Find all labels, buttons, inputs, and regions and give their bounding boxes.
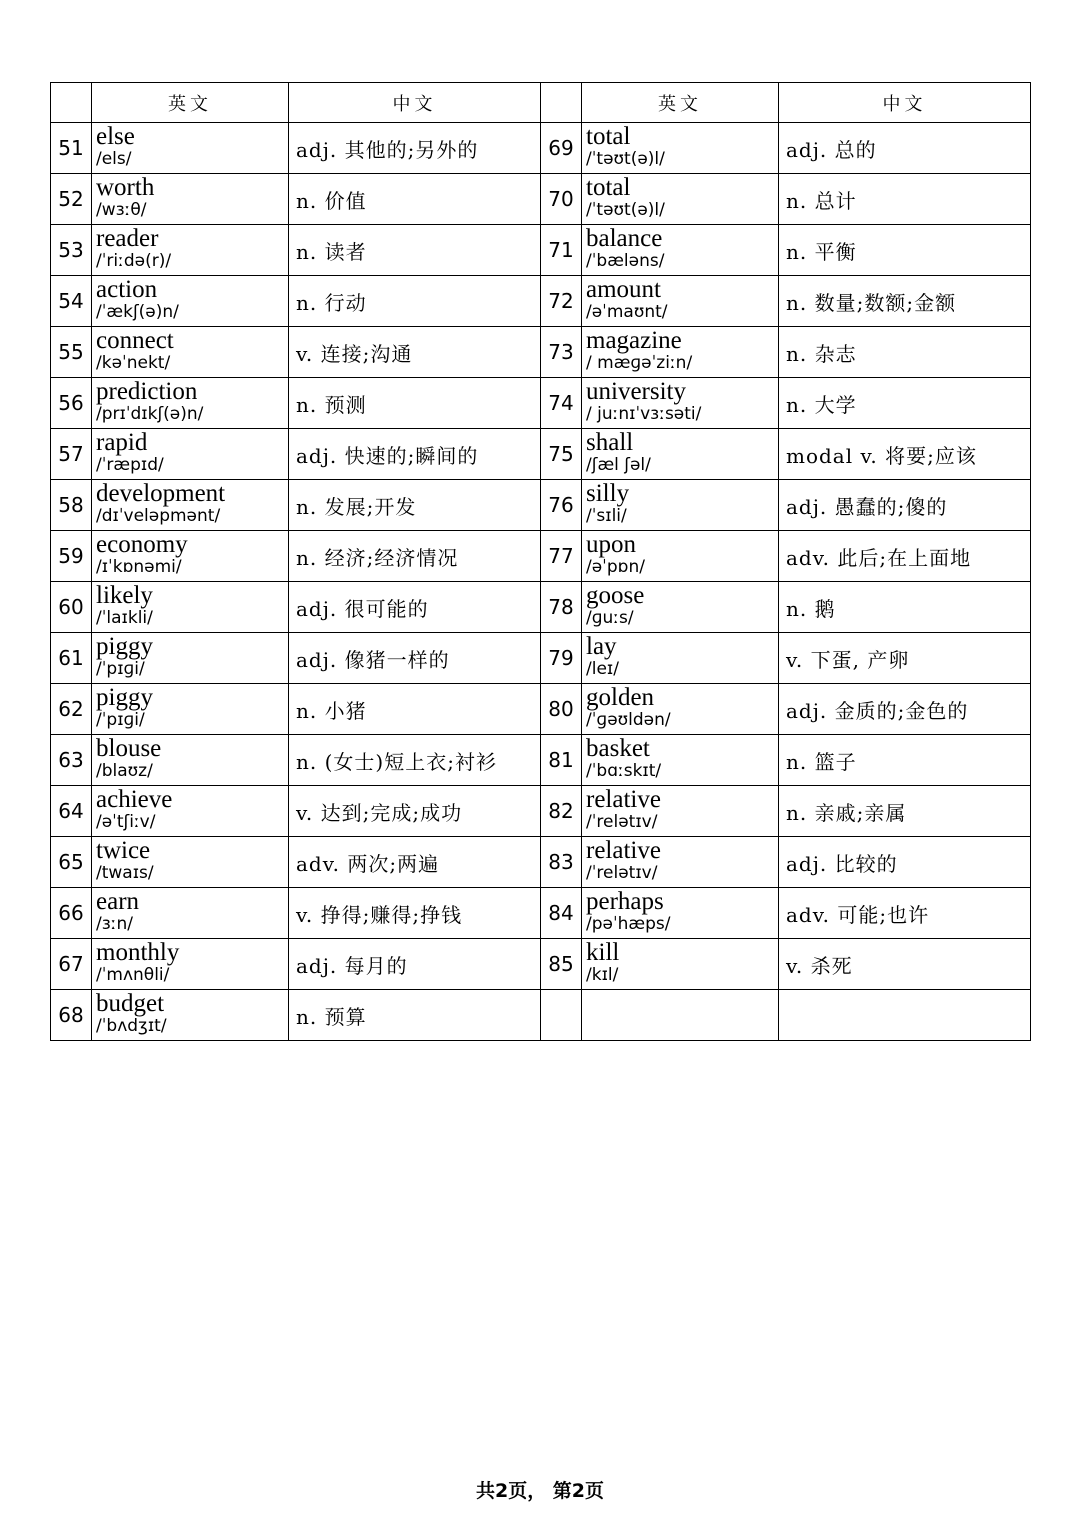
english-word: reader <box>96 225 159 252</box>
english-cell-right <box>582 225 779 276</box>
page-footer: 共2页， 第2页 <box>475 1480 605 1502</box>
english-word: likely <box>96 582 153 609</box>
chinese-meaning-right: adj. 金质的;金色的 <box>779 684 1031 735</box>
table-row <box>51 429 1031 480</box>
phonetic-transcription: /ʃæl ʃəl/ <box>586 455 651 475</box>
english-cell-right <box>582 531 779 582</box>
english-cell-left <box>92 378 289 429</box>
english-word: development <box>96 480 226 507</box>
english-word: university <box>586 378 686 405</box>
phonetic-transcription: /dɪˈveləpmənt/ <box>96 506 221 526</box>
chinese-meaning-right: v. 杀死 <box>779 939 1031 990</box>
entry-number-left: 67 <box>51 939 92 990</box>
table-row <box>51 633 1031 684</box>
table-row <box>51 684 1031 735</box>
entry-number-left: 57 <box>51 429 92 480</box>
chinese-meaning-right: n. 总计 <box>779 174 1031 225</box>
english-cell-left <box>92 123 289 174</box>
phonetic-transcription: /ˈpɪɡi/ <box>96 659 145 679</box>
phonetic-transcription: /wɜːθ/ <box>96 200 147 220</box>
chinese-meaning-left: v. 挣得;赚得;挣钱 <box>289 888 541 939</box>
english-cell-right <box>582 123 779 174</box>
entry-number-right <box>541 990 582 1041</box>
entry-number-right: 79 <box>541 633 582 684</box>
english-word: relative <box>586 837 661 864</box>
entry-number-left: 68 <box>51 990 92 1041</box>
english-word: action <box>96 276 158 303</box>
table-header <box>51 83 1031 123</box>
english-cell-left <box>92 633 289 684</box>
english-cell-left <box>92 684 289 735</box>
entry-number-right: 70 <box>541 174 582 225</box>
chinese-meaning-left: n. 发展;开发 <box>289 480 541 531</box>
table-body <box>51 123 1031 1041</box>
entry-number-right: 80 <box>541 684 582 735</box>
entry-number-left: 64 <box>51 786 92 837</box>
phonetic-transcription: /kəˈnekt/ <box>96 353 171 373</box>
entry-number-right: 72 <box>541 276 582 327</box>
english-cell-left <box>92 990 289 1041</box>
english-cell-right <box>582 786 779 837</box>
table-row <box>51 276 1031 327</box>
chinese-meaning-left: n. (女士)短上衣;衬衫 <box>289 735 541 786</box>
english-cell-right <box>582 582 779 633</box>
phonetic-transcription: /ˈpɪɡi/ <box>96 710 145 730</box>
phonetic-transcription: /ɡuːs/ <box>586 608 634 628</box>
table-row <box>51 837 1031 888</box>
table-row <box>51 888 1031 939</box>
english-cell-right <box>582 276 779 327</box>
phonetic-transcription: /ˈlaɪkli/ <box>96 608 153 628</box>
entry-number-right: 77 <box>541 531 582 582</box>
chinese-meaning-left: n. 价值 <box>289 174 541 225</box>
phonetic-transcription: /ˈbʌdʒɪt/ <box>96 1016 167 1036</box>
chinese-meaning-right: adj. 总的 <box>779 123 1031 174</box>
table-row <box>51 378 1031 429</box>
english-word: connect <box>96 327 174 354</box>
entry-number-right: 76 <box>541 480 582 531</box>
english-word: lay <box>586 633 617 660</box>
english-cell-left <box>92 429 289 480</box>
phonetic-transcription: /ˈækʃ(ə)n/ <box>96 302 179 322</box>
entry-number-left: 62 <box>51 684 92 735</box>
header-english-right: 英文 <box>582 83 779 123</box>
phonetic-transcription: /ˈsɪli/ <box>586 506 627 526</box>
phonetic-transcription: /ˈtəʊt(ə)l/ <box>586 200 665 220</box>
english-word: economy <box>96 531 188 558</box>
header-num-left <box>51 83 92 123</box>
english-cell-right <box>582 684 779 735</box>
english-cell-left <box>92 837 289 888</box>
phonetic-transcription: /ˈmʌnθli/ <box>96 965 170 985</box>
english-cell-left <box>92 531 289 582</box>
phonetic-transcription: / mæɡəˈziːn/ <box>586 353 693 373</box>
english-word: relative <box>586 786 661 813</box>
english-word: worth <box>96 174 155 201</box>
english-word: budget <box>96 990 165 1017</box>
header-num-right <box>541 83 582 123</box>
phonetic-transcription: /ɜːn/ <box>96 914 133 934</box>
english-word: kill <box>586 939 620 966</box>
english-word: shall <box>586 429 634 456</box>
chinese-meaning-left: n. 读者 <box>289 225 541 276</box>
chinese-meaning-right: adj. 比较的 <box>779 837 1031 888</box>
phonetic-transcription: /ˈrelətɪv/ <box>586 863 658 883</box>
header-chinese-left: 中文 <box>289 83 541 123</box>
phonetic-transcription: / juːnɪˈvɜːsəti/ <box>586 404 702 424</box>
english-cell-right <box>582 174 779 225</box>
english-word: total <box>586 174 631 201</box>
entry-number-right: 84 <box>541 888 582 939</box>
english-cell-right <box>582 939 779 990</box>
chinese-meaning-left: n. 经济;经济情况 <box>289 531 541 582</box>
entry-number-right: 69 <box>541 123 582 174</box>
chinese-meaning-left: adj. 其他的;另外的 <box>289 123 541 174</box>
chinese-meaning-right: n. 杂志 <box>779 327 1031 378</box>
phonetic-transcription: /ɪˈkɒnəmi/ <box>96 557 182 577</box>
entry-number-left: 53 <box>51 225 92 276</box>
english-word: perhaps <box>586 888 664 915</box>
chinese-meaning-left: adj. 每月的 <box>289 939 541 990</box>
english-cell-left <box>92 174 289 225</box>
phonetic-transcription: /əˈpɒn/ <box>586 557 645 577</box>
entry-number-right: 71 <box>541 225 582 276</box>
entry-number-left: 65 <box>51 837 92 888</box>
english-word: magazine <box>586 327 682 354</box>
table-row <box>51 735 1031 786</box>
english-word: upon <box>586 531 636 558</box>
entry-number-left: 54 <box>51 276 92 327</box>
table-row <box>51 327 1031 378</box>
entry-number-left: 61 <box>51 633 92 684</box>
chinese-meaning-right: n. 篮子 <box>779 735 1031 786</box>
phonetic-transcription: /prɪˈdɪkʃ(ə)n/ <box>96 404 204 424</box>
english-cell-left <box>92 735 289 786</box>
chinese-meaning-right: n. 数量;数额;金额 <box>779 276 1031 327</box>
chinese-meaning-left: n. 预算 <box>289 990 541 1041</box>
table-row <box>51 480 1031 531</box>
table-row <box>51 939 1031 990</box>
entry-number-left: 60 <box>51 582 92 633</box>
chinese-meaning-left: adj. 像猪一样的 <box>289 633 541 684</box>
english-word: golden <box>586 684 655 711</box>
english-word: achieve <box>96 786 173 813</box>
english-cell-left <box>92 582 289 633</box>
english-word: prediction <box>96 378 198 405</box>
entry-number-left: 55 <box>51 327 92 378</box>
chinese-meaning-right: n. 大学 <box>779 378 1031 429</box>
entry-number-right: 73 <box>541 327 582 378</box>
phonetic-transcription: /kɪl/ <box>586 965 619 985</box>
chinese-meaning-right: adv. 此后;在上面地 <box>779 531 1031 582</box>
english-word: twice <box>96 837 151 864</box>
english-word: goose <box>586 582 645 609</box>
phonetic-transcription: /ˈræpɪd/ <box>96 455 164 475</box>
english-cell-right <box>582 378 779 429</box>
english-word: else <box>96 123 135 150</box>
chinese-meaning-left: n. 预测 <box>289 378 541 429</box>
english-word: basket <box>586 735 650 762</box>
phonetic-transcription: /ˈbæləns/ <box>586 251 665 271</box>
english-word: amount <box>586 276 661 303</box>
english-cell-right <box>582 888 779 939</box>
table-row <box>51 225 1031 276</box>
entry-number-left: 66 <box>51 888 92 939</box>
english-cell-right <box>582 990 779 1041</box>
phonetic-transcription: /blaʊz/ <box>96 761 153 781</box>
chinese-meaning-right: adv. 可能;也许 <box>779 888 1031 939</box>
entry-number-left: 63 <box>51 735 92 786</box>
phonetic-transcription: /twaɪs/ <box>96 863 154 883</box>
entry-number-right: 85 <box>541 939 582 990</box>
table-row <box>51 582 1031 633</box>
chinese-meaning-left: adj. 快速的;瞬间的 <box>289 429 541 480</box>
table-row <box>51 123 1031 174</box>
entry-number-right: 82 <box>541 786 582 837</box>
phonetic-transcription: /leɪ/ <box>586 659 619 679</box>
english-cell-right <box>582 480 779 531</box>
english-word: earn <box>96 888 140 915</box>
entry-number-left: 56 <box>51 378 92 429</box>
phonetic-transcription: /əˈmaʊnt/ <box>586 302 668 322</box>
english-cell-left <box>92 888 289 939</box>
english-word: piggy <box>96 633 153 660</box>
english-cell-left <box>92 939 289 990</box>
english-cell-left <box>92 225 289 276</box>
phonetic-transcription: /ˈɡəʊldən/ <box>586 710 671 730</box>
vocabulary-table <box>50 82 1031 1041</box>
english-word: blouse <box>96 735 162 762</box>
english-word: piggy <box>96 684 153 711</box>
chinese-meaning-right: n. 鹅 <box>779 582 1031 633</box>
phonetic-transcription: /els/ <box>96 149 132 169</box>
entry-number-left: 52 <box>51 174 92 225</box>
entry-number-left: 51 <box>51 123 92 174</box>
header-english-left: 英文 <box>92 83 289 123</box>
english-cell-right <box>582 735 779 786</box>
table-row <box>51 531 1031 582</box>
chinese-meaning-left: v. 连接;沟通 <box>289 327 541 378</box>
chinese-meaning-right: n. 平衡 <box>779 225 1031 276</box>
table-row <box>51 786 1031 837</box>
chinese-meaning-right: n. 亲戚;亲属 <box>779 786 1031 837</box>
chinese-meaning-right: v. 下蛋, 产卵 <box>779 633 1031 684</box>
phonetic-transcription: /ˈbɑːskɪt/ <box>586 761 662 781</box>
phonetic-transcription: /əˈtʃiːv/ <box>96 812 156 832</box>
chinese-meaning-right: modal v. 将要;应该 <box>779 429 1031 480</box>
english-cell-left <box>92 276 289 327</box>
english-cell-left <box>92 786 289 837</box>
chinese-meaning-left: n. 小猪 <box>289 684 541 735</box>
english-word: rapid <box>96 429 148 456</box>
entry-number-right: 81 <box>541 735 582 786</box>
english-word: total <box>586 123 631 150</box>
chinese-meaning-right: adj. 愚蠢的;傻的 <box>779 480 1031 531</box>
english-word: silly <box>586 480 630 507</box>
chinese-meaning-left: adv. 两次;两遍 <box>289 837 541 888</box>
chinese-meaning-left: adj. 很可能的 <box>289 582 541 633</box>
chinese-meaning-left: v. 达到;完成;成功 <box>289 786 541 837</box>
header-row <box>51 83 1031 123</box>
entry-number-left: 58 <box>51 480 92 531</box>
english-cell-left <box>92 327 289 378</box>
english-word: monthly <box>96 939 180 966</box>
phonetic-transcription: /ˈtəʊt(ə)l/ <box>586 149 665 169</box>
entry-number-right: 83 <box>541 837 582 888</box>
english-cell-right <box>582 327 779 378</box>
phonetic-transcription: /ˈriːdə(r)/ <box>96 251 172 271</box>
phonetic-transcription: /ˈrelətɪv/ <box>586 812 658 832</box>
entry-number-left: 59 <box>51 531 92 582</box>
english-cell-right <box>582 429 779 480</box>
english-cell-right <box>582 837 779 888</box>
english-cell-left <box>92 480 289 531</box>
table-row <box>51 174 1031 225</box>
english-word: balance <box>586 225 663 252</box>
header-chinese-right: 中文 <box>779 83 1031 123</box>
chinese-meaning-right <box>779 990 1031 1041</box>
english-cell-right <box>582 633 779 684</box>
chinese-meaning-left: n. 行动 <box>289 276 541 327</box>
entry-number-right: 75 <box>541 429 582 480</box>
phonetic-transcription: /pəˈhæps/ <box>586 914 671 934</box>
table-row <box>51 990 1031 1041</box>
entry-number-right: 78 <box>541 582 582 633</box>
entry-number-right: 74 <box>541 378 582 429</box>
